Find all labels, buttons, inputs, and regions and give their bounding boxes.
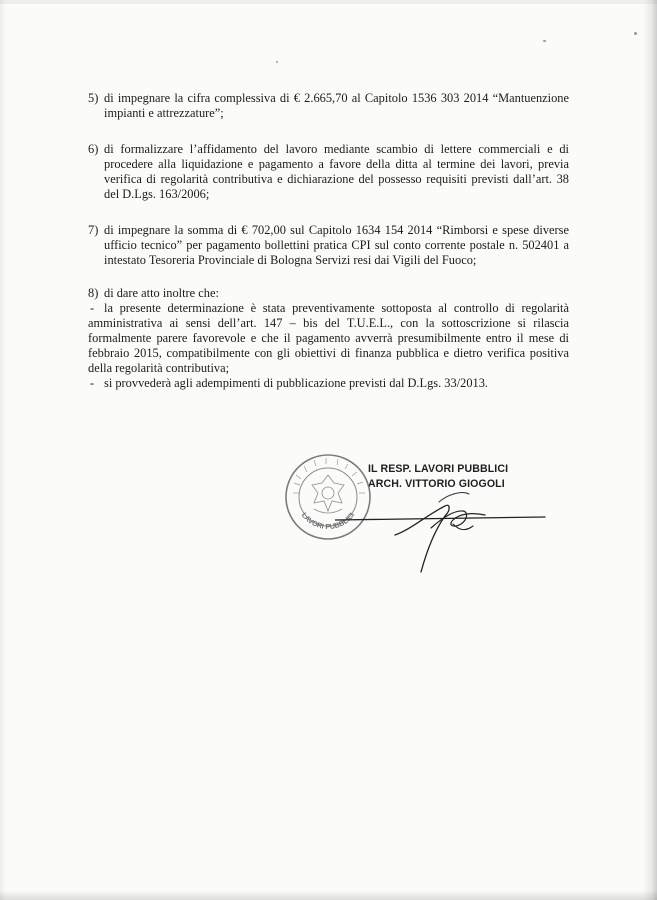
scan-edge-bottom bbox=[0, 890, 657, 900]
item-number: 7) bbox=[88, 223, 99, 237]
bullet-1-line-3: formalmente parere favorevole e che il pagamento avverrà presumibilmente entro il mese di bbox=[88, 331, 569, 345]
item-5-line-1: di impegnare la cifra complessiva di € 2.665,70 al Capitolo 1536 303 2014 “Mantuenzione bbox=[104, 91, 569, 105]
bullet-1-line-1: la presente determinazione è stata preventivamente sottoposta al controllo di regolarità bbox=[104, 301, 569, 315]
item-6-line-1: di formalizzare l’affidamento del lavoro mediante scambio di lettere commerciali e di bbox=[104, 142, 569, 156]
item-7-line-2: ufficio tecnico” per pagamento bollettini pratica CPI sul conto corrente postale n. 502401 a bbox=[104, 238, 569, 252]
signatory-name: ARCH. VITTORIO GIOGOLI bbox=[368, 478, 505, 490]
bullet-1-line-5: della regolarità contributiva; bbox=[88, 361, 230, 375]
scan-edge-top bbox=[0, 0, 657, 4]
item-8-line-1: di dare atto inoltre che: bbox=[104, 286, 219, 300]
handwritten-signature bbox=[335, 480, 560, 585]
scan-speck bbox=[276, 61, 278, 63]
item-6-line-2: procedere alla liquidazione e pagamento a favore della ditta al termine dei lavori, previa bbox=[104, 157, 569, 171]
item-7-line-3: intestato Tesoreria Provinciale di Bologna Servizi resi dai Vigili del Fuoco; bbox=[104, 253, 477, 267]
item-7-line-1: di impegnare la somma di € 702,00 sul Capitolo 1634 154 2014 “Rimborsi e spese diverse bbox=[104, 223, 569, 237]
stamp-text: LAVORI PUBBLICI bbox=[299, 510, 357, 532]
bullet-1-line-4: febbraio 2015, compatibilmente con gli obiettivi di finanza pubblica e dietro verifica positiva bbox=[88, 346, 569, 360]
signatory-role: IL RESP. LAVORI PUBBLICI bbox=[368, 463, 509, 475]
bullet-dash: - bbox=[90, 376, 95, 390]
scan-speck bbox=[543, 40, 546, 42]
scan-edge-right bbox=[643, 0, 657, 900]
bullet-dash: - bbox=[90, 301, 95, 315]
item-5-line-2: impianti e attrezzature”; bbox=[104, 106, 224, 120]
item-6-line-4: del D.Lgs. 163/2006; bbox=[104, 187, 210, 201]
item-number: 8) bbox=[88, 286, 99, 300]
bullet-2-line-1: si provvederà agli adempimenti di pubblicazione previsti dal D.Lgs. 33/2013. bbox=[104, 376, 489, 390]
scan-edge-left bbox=[0, 0, 6, 900]
item-number: 6) bbox=[88, 142, 99, 156]
bullet-1-line-2: amministrativa ai sensi dell’art. 147 – bis del T.U.E.L., con la sottoscrizione si rilascia bbox=[88, 316, 569, 330]
scan-speck bbox=[634, 32, 637, 35]
item-number: 5) bbox=[88, 91, 99, 105]
item-6-line-3: verifica di regolarità contributiva e dichiarazione del possesso requisiti previsti dall’art. 38 bbox=[104, 172, 569, 186]
